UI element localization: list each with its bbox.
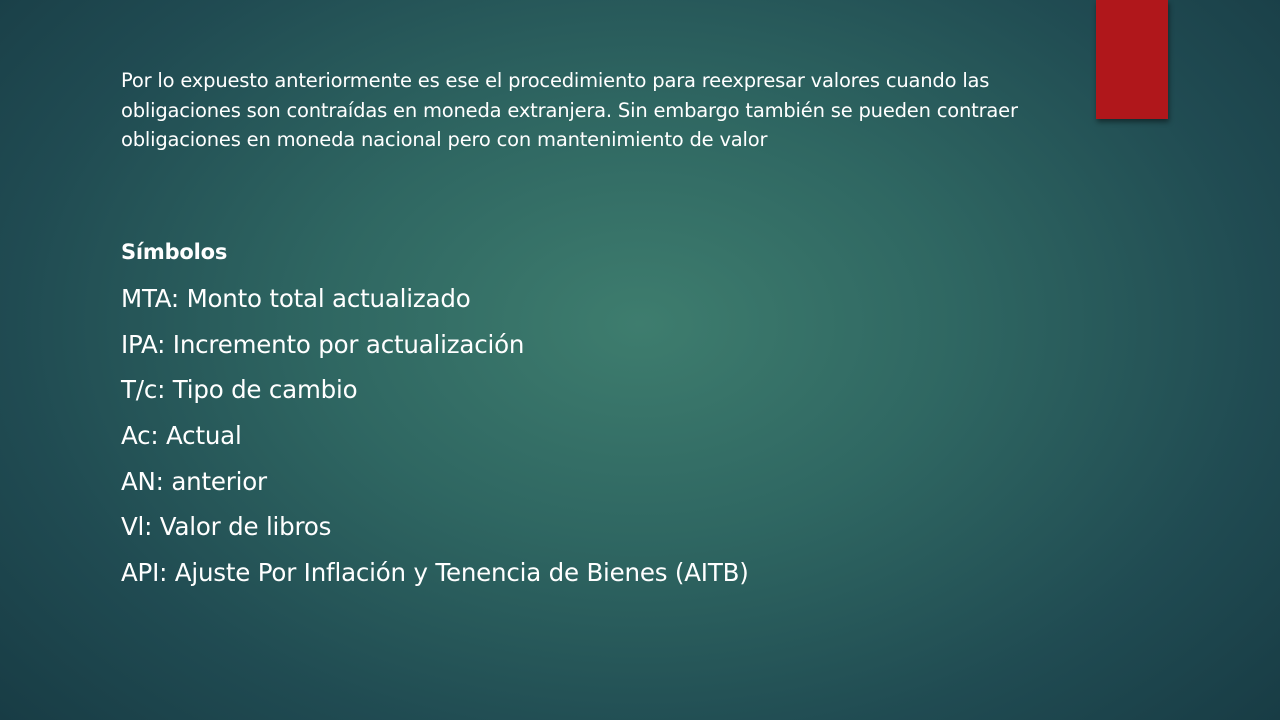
symbol-item-ipa: IPA: Incremento por actualización: [121, 329, 525, 359]
symbol-item-api: API: Ajuste Por Inflación y Tenencia de Bienes (AITB): [121, 558, 749, 588]
symbols-heading: Símbolos: [121, 240, 228, 264]
intro-paragraph: Por lo expuesto anteriormente es ese el procedimiento para reexpresar valores cuando las obligaciones son contraídas en moneda extranjera. Sin embargo también se pueden contraer obligaciones en moneda nacional pero con mantenimiento de valor: [121, 69, 1018, 151]
accent-bar: [1096, 0, 1168, 119]
symbol-item-tc: T/c: Tipo de cambio: [121, 375, 358, 405]
symbol-item-an: AN: anterior: [121, 466, 267, 496]
symbol-item-vl: Vl: Valor de libros: [121, 512, 332, 542]
symbols-list: [121, 280, 749, 600]
symbol-item-mta: MTA: Monto total actualizado: [121, 284, 471, 313]
symbol-item-ac: Ac: Actual: [121, 421, 242, 451]
